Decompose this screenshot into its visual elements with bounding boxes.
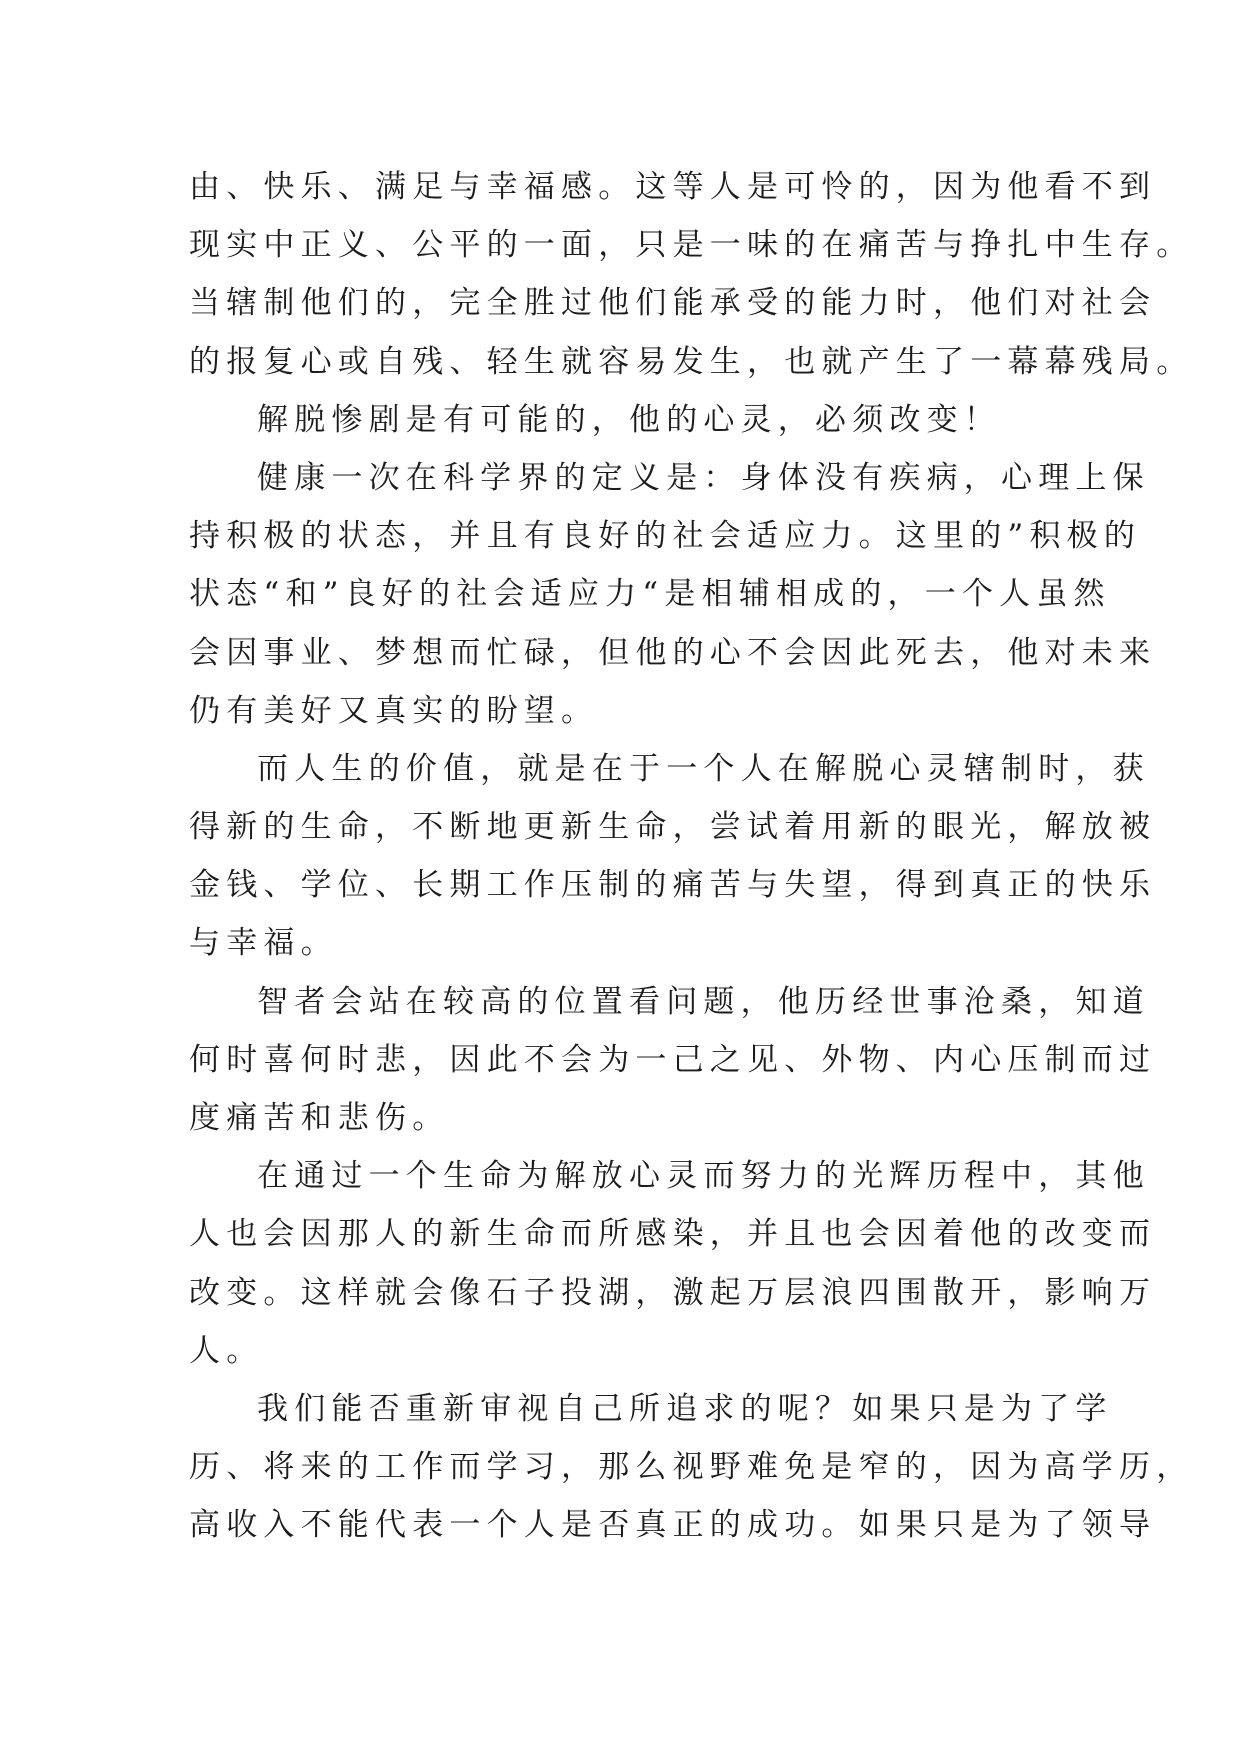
- text-line: 现实中正义、公平的一面，只是一味的在痛苦与挣扎中生存。: [189, 227, 1194, 264]
- text-line: 在通过一个生命为解放心灵而努力的光辉历程中，其他: [257, 1158, 1150, 1195]
- text-line: 得新的生命，不断地更新生命，尝试着用新的眼光，解放被: [189, 809, 1157, 846]
- text-line: 智者会站在较高的位置看问题，他历经世事沧桑，知道: [257, 983, 1150, 1020]
- text-line: 会因事业、梦想而忙碌，但他的心不会因此死去，他对未来: [189, 634, 1157, 671]
- text-line: 状态“和”良好的社会适应力“是相辅相成的，一个人虽然: [189, 576, 1111, 613]
- text-line: 的报复心或自残、轻生就容易发生，也就产生了一幕幕残局。: [189, 343, 1194, 380]
- document-body: [189, 158, 1194, 1555]
- text-line: 由、快乐、满足与幸福感。这等人是可怜的，因为他看不到: [189, 169, 1157, 205]
- text-line: 当辖制他们的，完全胜过他们能承受的能力时，他们对社会: [189, 285, 1157, 322]
- paragraph-2: [189, 391, 1049, 449]
- text-line: 历、将来的工作而学习，那么视野难免是窄的，因为高学历，: [189, 1449, 1194, 1486]
- paragraph-1: [189, 158, 1194, 391]
- text-line: 与幸福。: [189, 925, 338, 962]
- paragraph-6: [189, 1147, 1157, 1380]
- paragraph-3: [189, 449, 1157, 740]
- text-line: 度痛苦和悲伤。: [189, 1100, 450, 1136]
- text-line: 仍有美好又真实的盼望。: [189, 692, 599, 729]
- text-line: 而人生的价值，就是在于一个人在解脱心灵辖制时，获: [257, 750, 1150, 787]
- text-line: 健康一次在科学界的定义是：身体没有疾病，心理上保: [257, 459, 1150, 496]
- text-line: 高收入不能代表一个人是否真正的成功。如果只是为了领导: [189, 1507, 1157, 1544]
- text-line: 改变。这样就会像石子投湖，激起万层浪四围散开，影响万: [189, 1274, 1157, 1311]
- text-line: 我们能否重新审视自己所追求的呢？如果只是为了学: [257, 1390, 1113, 1427]
- paragraph-7: [189, 1380, 1194, 1555]
- text-line: 解脱惨剧是有可能的，他的心灵，必须改变！: [257, 401, 1001, 438]
- text-line: 何时喜何时悲，因此不会为一己之见、外物、内心压制而过: [189, 1041, 1157, 1078]
- text-line: 人也会因那人的新生命而所感染，并且也会因着他的改变而: [189, 1216, 1157, 1253]
- text-line: 金钱、学位、长期工作压制的痛苦与失望，得到真正的快乐: [189, 867, 1157, 904]
- paragraph-5: [189, 973, 1157, 1148]
- text-line: 人。: [189, 1332, 264, 1369]
- text-line: 持积极的状态，并且有良好的社会适应力。这里的”积极的: [189, 518, 1142, 555]
- paragraph-4: [189, 740, 1157, 973]
